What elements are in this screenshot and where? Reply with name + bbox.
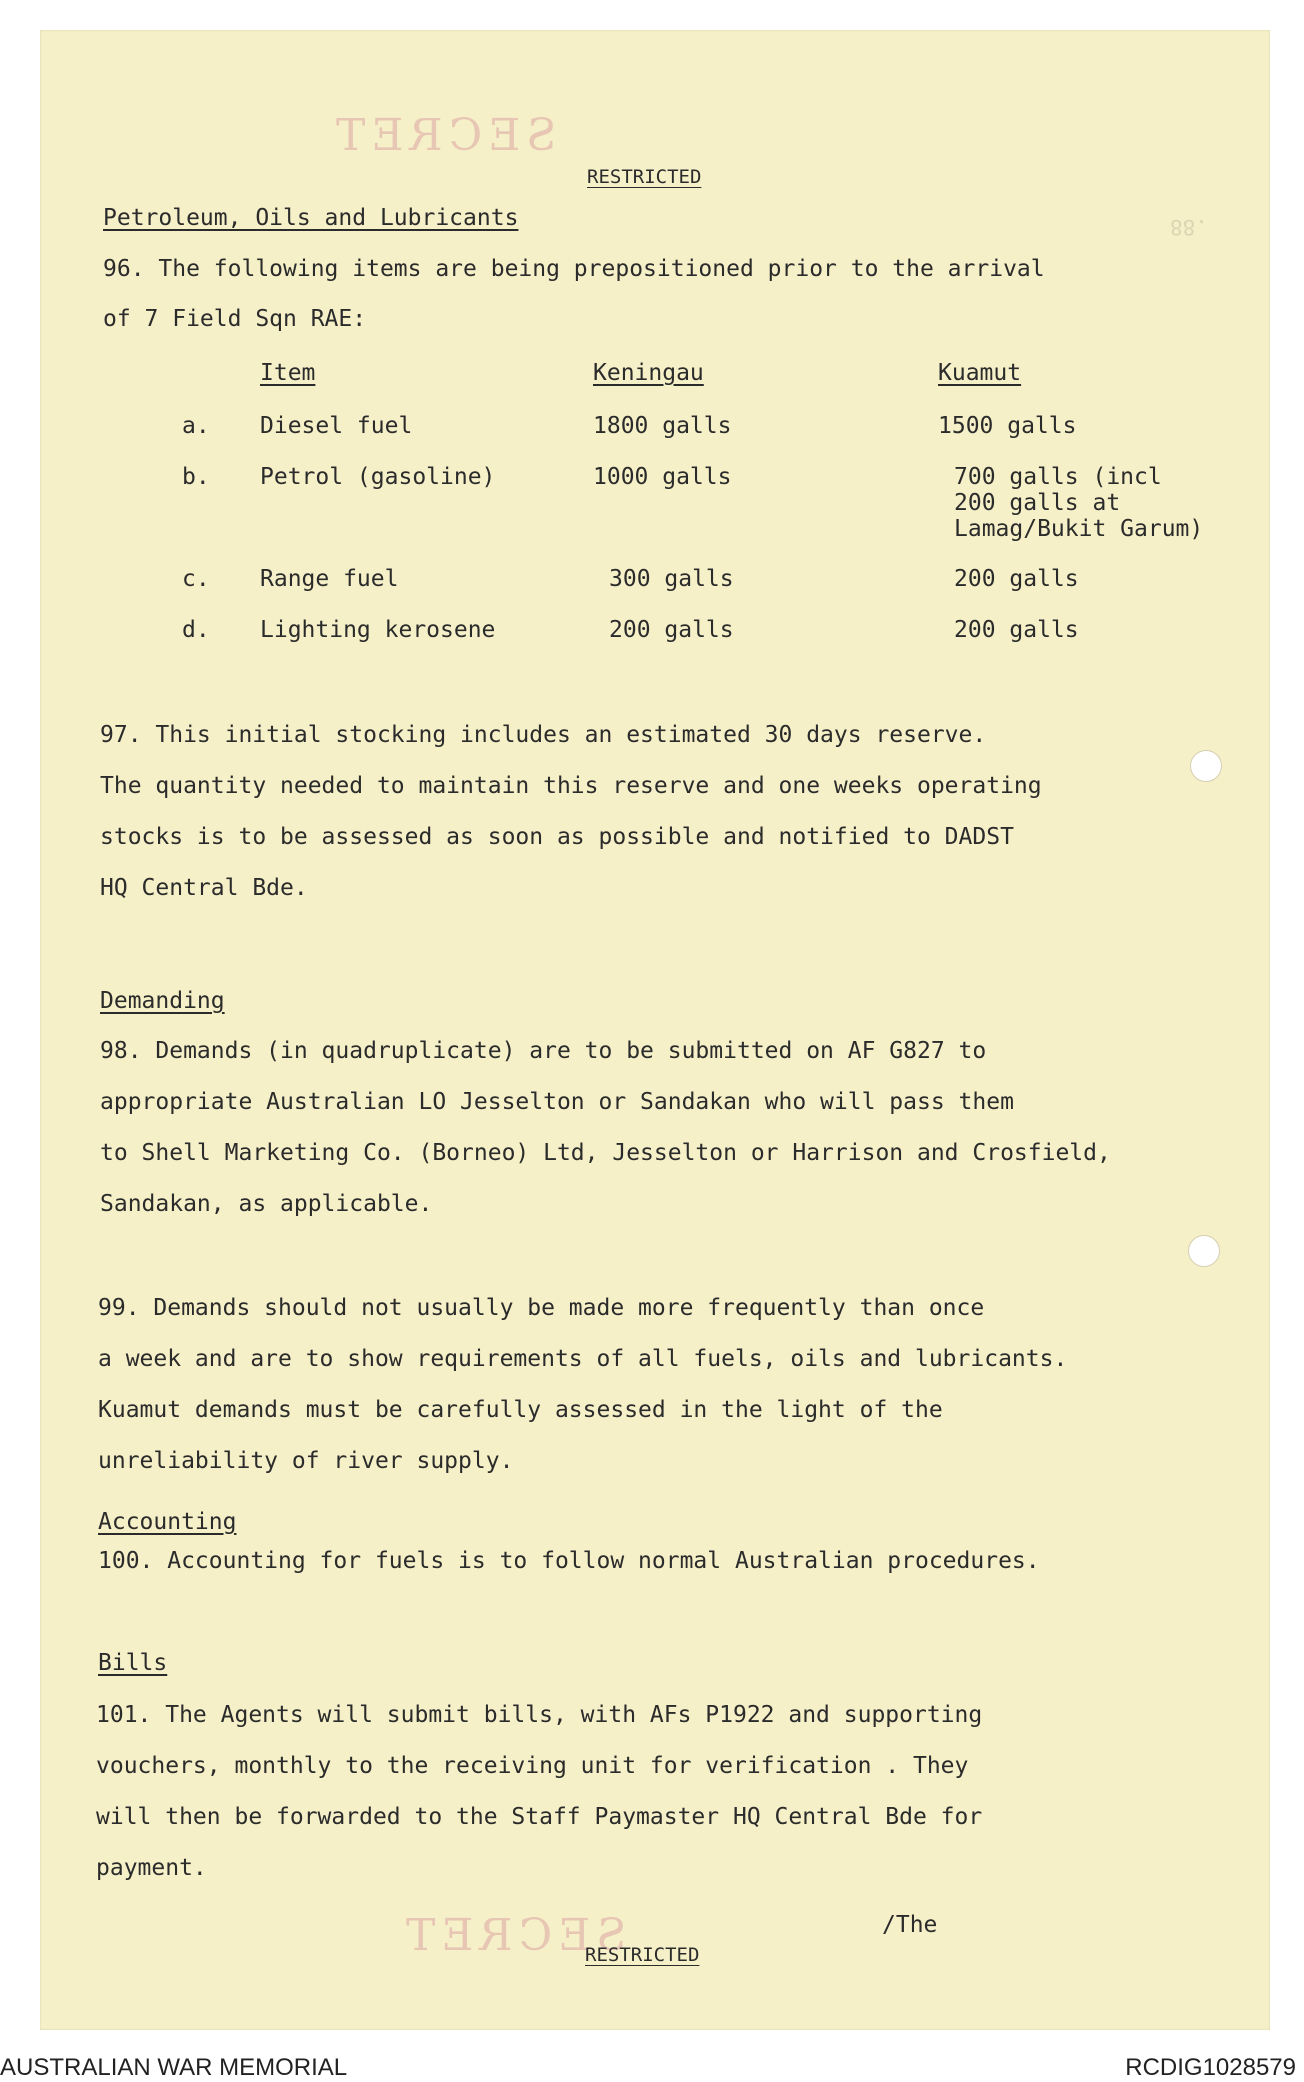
row-c-kuamut: 200 galls — [954, 566, 1079, 592]
row-b-kuamut-line1: 700 galls (incl — [954, 464, 1162, 490]
row-b-kuamut-line3: Lamag/Bukit Garum) — [954, 516, 1204, 542]
archive-label: AUSTRALIAN WAR MEMORIAL — [0, 2054, 348, 2081]
para98-line4: Sandakan, as applicable. — [100, 1191, 433, 1217]
row-d-letter: d. — [182, 617, 210, 643]
row-c-item: Range fuel — [260, 566, 399, 592]
row-a-keningau: 1800 galls — [593, 413, 732, 439]
secret-stamp-top: SECRET — [330, 110, 557, 161]
para97-line4: HQ Central Bde. — [100, 875, 308, 901]
para97-line2: The quantity needed to maintain this reserve and one weeks operating — [100, 773, 1042, 799]
row-d-kuamut: 200 galls — [954, 617, 1079, 643]
document-page — [40, 30, 1270, 2030]
row-a-item: Diesel fuel — [260, 413, 413, 439]
punch-hole-upper — [1190, 750, 1222, 782]
para99-line2: a week and are to show requirements of all fuels, oils and lubricants. — [98, 1346, 1068, 1372]
row-b-kuamut-line2: 200 galls at — [954, 490, 1121, 516]
archive-id: RCDIG1028579 — [1125, 2054, 1296, 2081]
table-header-kuamut: Kuamut — [938, 360, 1022, 386]
heading-accounting: Accounting — [98, 1509, 237, 1535]
classification-header: RESTRICTED — [587, 166, 702, 188]
row-d-item: Lighting kerosene — [260, 617, 496, 643]
punch-hole-lower — [1188, 1235, 1220, 1267]
row-b-letter: b. — [182, 464, 210, 490]
table-header-item: Item — [260, 360, 316, 386]
para96-line1: 96. The following items are being prepositioned prior to the arrival — [103, 256, 1045, 282]
para99-line1: 99. Demands should not usually be made more frequently than once — [98, 1295, 985, 1321]
para97-line1: 97. This initial stocking includes an estimated 30 days reserve. — [100, 722, 987, 748]
para96-line2: of 7 Field Sqn RAE: — [103, 306, 367, 332]
classification-footer: RESTRICTED — [585, 1944, 700, 1966]
para100: 100. Accounting for fuels is to follow normal Australian procedures. — [98, 1548, 1040, 1574]
heading-demanding: Demanding — [100, 988, 225, 1014]
para101-line1: 101. The Agents will submit bills, with AFs P1922 and supporting — [96, 1702, 983, 1728]
row-a-kuamut: 1500 galls — [938, 413, 1077, 439]
para101-line3: will then be forwarded to the Staff Paymaster HQ Central Bde for — [96, 1804, 983, 1830]
section-title: Petroleum, Oils and Lubricants — [103, 205, 519, 231]
row-d-keningau: 200 galls — [609, 617, 734, 643]
para99-line4: unreliability of river supply. — [98, 1448, 514, 1474]
para98-line1: 98. Demands (in quadruplicate) are to be submitted on AF G827 to — [100, 1038, 987, 1064]
row-b-keningau: 1000 galls — [593, 464, 732, 490]
para97-line3: stocks is to be assessed as soon as possible and notified to DADST — [100, 824, 1014, 850]
row-c-letter: c. — [182, 566, 210, 592]
row-c-keningau: 300 galls — [609, 566, 734, 592]
para101-line2: vouchers, monthly to the receiving unit for verification . They — [96, 1753, 969, 1779]
para98-line3: to Shell Marketing Co. (Borneo) Ltd, Jesselton or Harrison and Crosfield, — [100, 1140, 1111, 1166]
para98-line2: appropriate Australian LO Jesselton or Sandakan who will pass them — [100, 1089, 1014, 1115]
row-b-item: Petrol (gasoline) — [260, 464, 496, 490]
catchword: /The — [882, 1912, 938, 1938]
row-a-letter: a. — [182, 413, 210, 439]
para101-line4: payment. — [96, 1855, 207, 1881]
secret-stamp-bottom: SECRET — [400, 1910, 627, 1961]
heading-bills: Bills — [98, 1650, 168, 1676]
para99-line3: Kuamut demands must be carefully assessed in the light of the — [98, 1397, 943, 1423]
bleed-through-text: 88. — [1170, 215, 1208, 239]
table-header-keningau: Keningau — [593, 360, 704, 386]
